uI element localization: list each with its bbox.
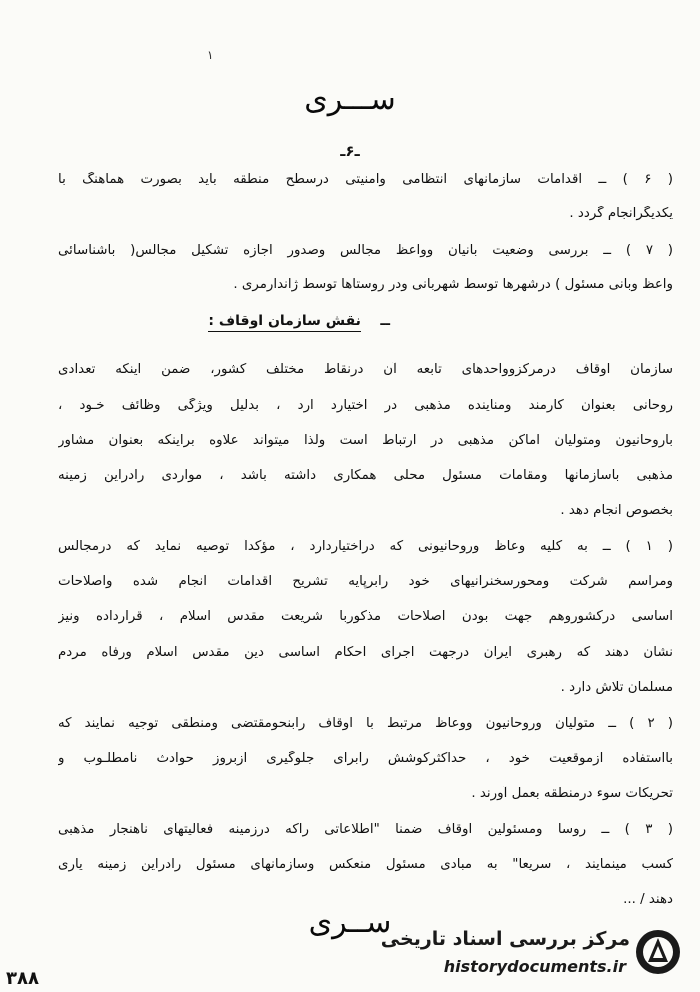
para-3-line-3: دهند / ...: [623, 892, 673, 907]
archive-page-number: ۳۸۸: [6, 968, 39, 989]
page-number: ـ۶ـ: [340, 142, 360, 160]
para-2-line-1: ( ۲ ) ــ متولیان وروحانیون ووعاظ مرتبط با اوقاف رابنحومقتضی ومنطقی توجیه نمایند که: [58, 716, 673, 731]
intro-line-2: روحانی بعنوان کارمند ومناینده مذهبی در اختیارد ارد ، بدلیل ویژگی وظائف خـود ،: [58, 398, 673, 413]
para-1-line-4: نشان دهند که رهبری ایران درجهت اجرای احکام اساسی دین مقدس اسلام ورفاه مردم: [58, 645, 673, 660]
item-6-line-2: یکدیگرانجام گردد .: [569, 206, 673, 221]
section-title: نقش سازمان اوقاف :: [208, 313, 361, 332]
para-2-line-2: بااستفاده ازموقعیت خود ، حداکثرکوشش رابرای جلوگیری ازبروز حوادث نامطلـوب و: [58, 751, 673, 766]
watermark-url: historydocuments.ir: [443, 957, 626, 976]
para-1-line-3: اساسی درکشوروهم جهت بودن اصلاحات مذکوربا شریعت مقدس اسلام ، قرارداده ونیز: [58, 609, 673, 624]
watermark-title: مرکز بررسی اسناد تاریخی: [380, 928, 630, 950]
para-2-line-3: تحریکات سوء درمنطقه بعمل آورند .: [471, 786, 673, 801]
item-7-line-2: واعظ وبانی مسئول ) درشهرها توسط شهربانی ودر روستاها توسط ژاندارمری .: [233, 277, 673, 292]
para-3-line-2: کسب مینمایند ، سریعاً" به مبادی مسئول منعکس وسازمانهای مسئول رادراین زمینه یاری: [58, 857, 673, 872]
section-heading: [208, 313, 390, 329]
corner-mark: ۱: [207, 48, 214, 62]
classification-footer: ســری: [308, 905, 392, 940]
para-1-line-5: مسلمان تلاش دارد .: [560, 680, 673, 695]
para-3-line-1: ( ۳ ) ــ روسا ومسئولین اوقاف ضمناً "اطلاعاتی راکه درزمینه فعالیتهای ناهنجار مذهبی: [58, 822, 673, 837]
section-dash: ــ: [380, 313, 390, 329]
intro-line-3: باروحانیون ومتولیان اماکن مذهبی در ارتباط است ولذا میتواند علاوه براینکه بعنوان مشاور: [58, 433, 673, 448]
para-1-line-1: ( ۱ ) ــ به کلیه وعاظ وروحانیونی که دراختیاردارد ، مؤکداً توصیه نماید که درمجالس: [58, 539, 673, 554]
para-1-line-2: ومراسم شرکت ومحورسخنرانیهای خود رابرپایه تشریح اقدامات انجام شده واصلاحات: [58, 574, 673, 589]
item-7-line-1: ( ۷ ) ــ بررسی وضعیت بانیان وواعظ مجالس وصدور اجازه تشکیل مجالس( باشناسائی: [58, 243, 673, 258]
classification-header: ســـری: [304, 82, 396, 117]
archive-watermark: [380, 924, 690, 982]
intro-line-5: بخصوص انجام دهد .: [560, 503, 673, 518]
item-6-line-1: ( ۶ ) ــ اقدامات سازمانهای انتظامی وامنیتی درسطح منطقه باید بصورت هماهنگ با: [58, 172, 673, 187]
intro-line-4: مذهبی باسازمانها ومقامات مسئول محلی همکاری داشته باشد ، مواردی رادراین زمینه: [58, 468, 673, 483]
intro-line-1: سازمان اوقاف درمرکزوواحدهای تابعه آن درنقاط مختلف کشور، ضمن اینکه تعدادی: [58, 362, 673, 377]
archive-logo-icon: [634, 928, 682, 976]
